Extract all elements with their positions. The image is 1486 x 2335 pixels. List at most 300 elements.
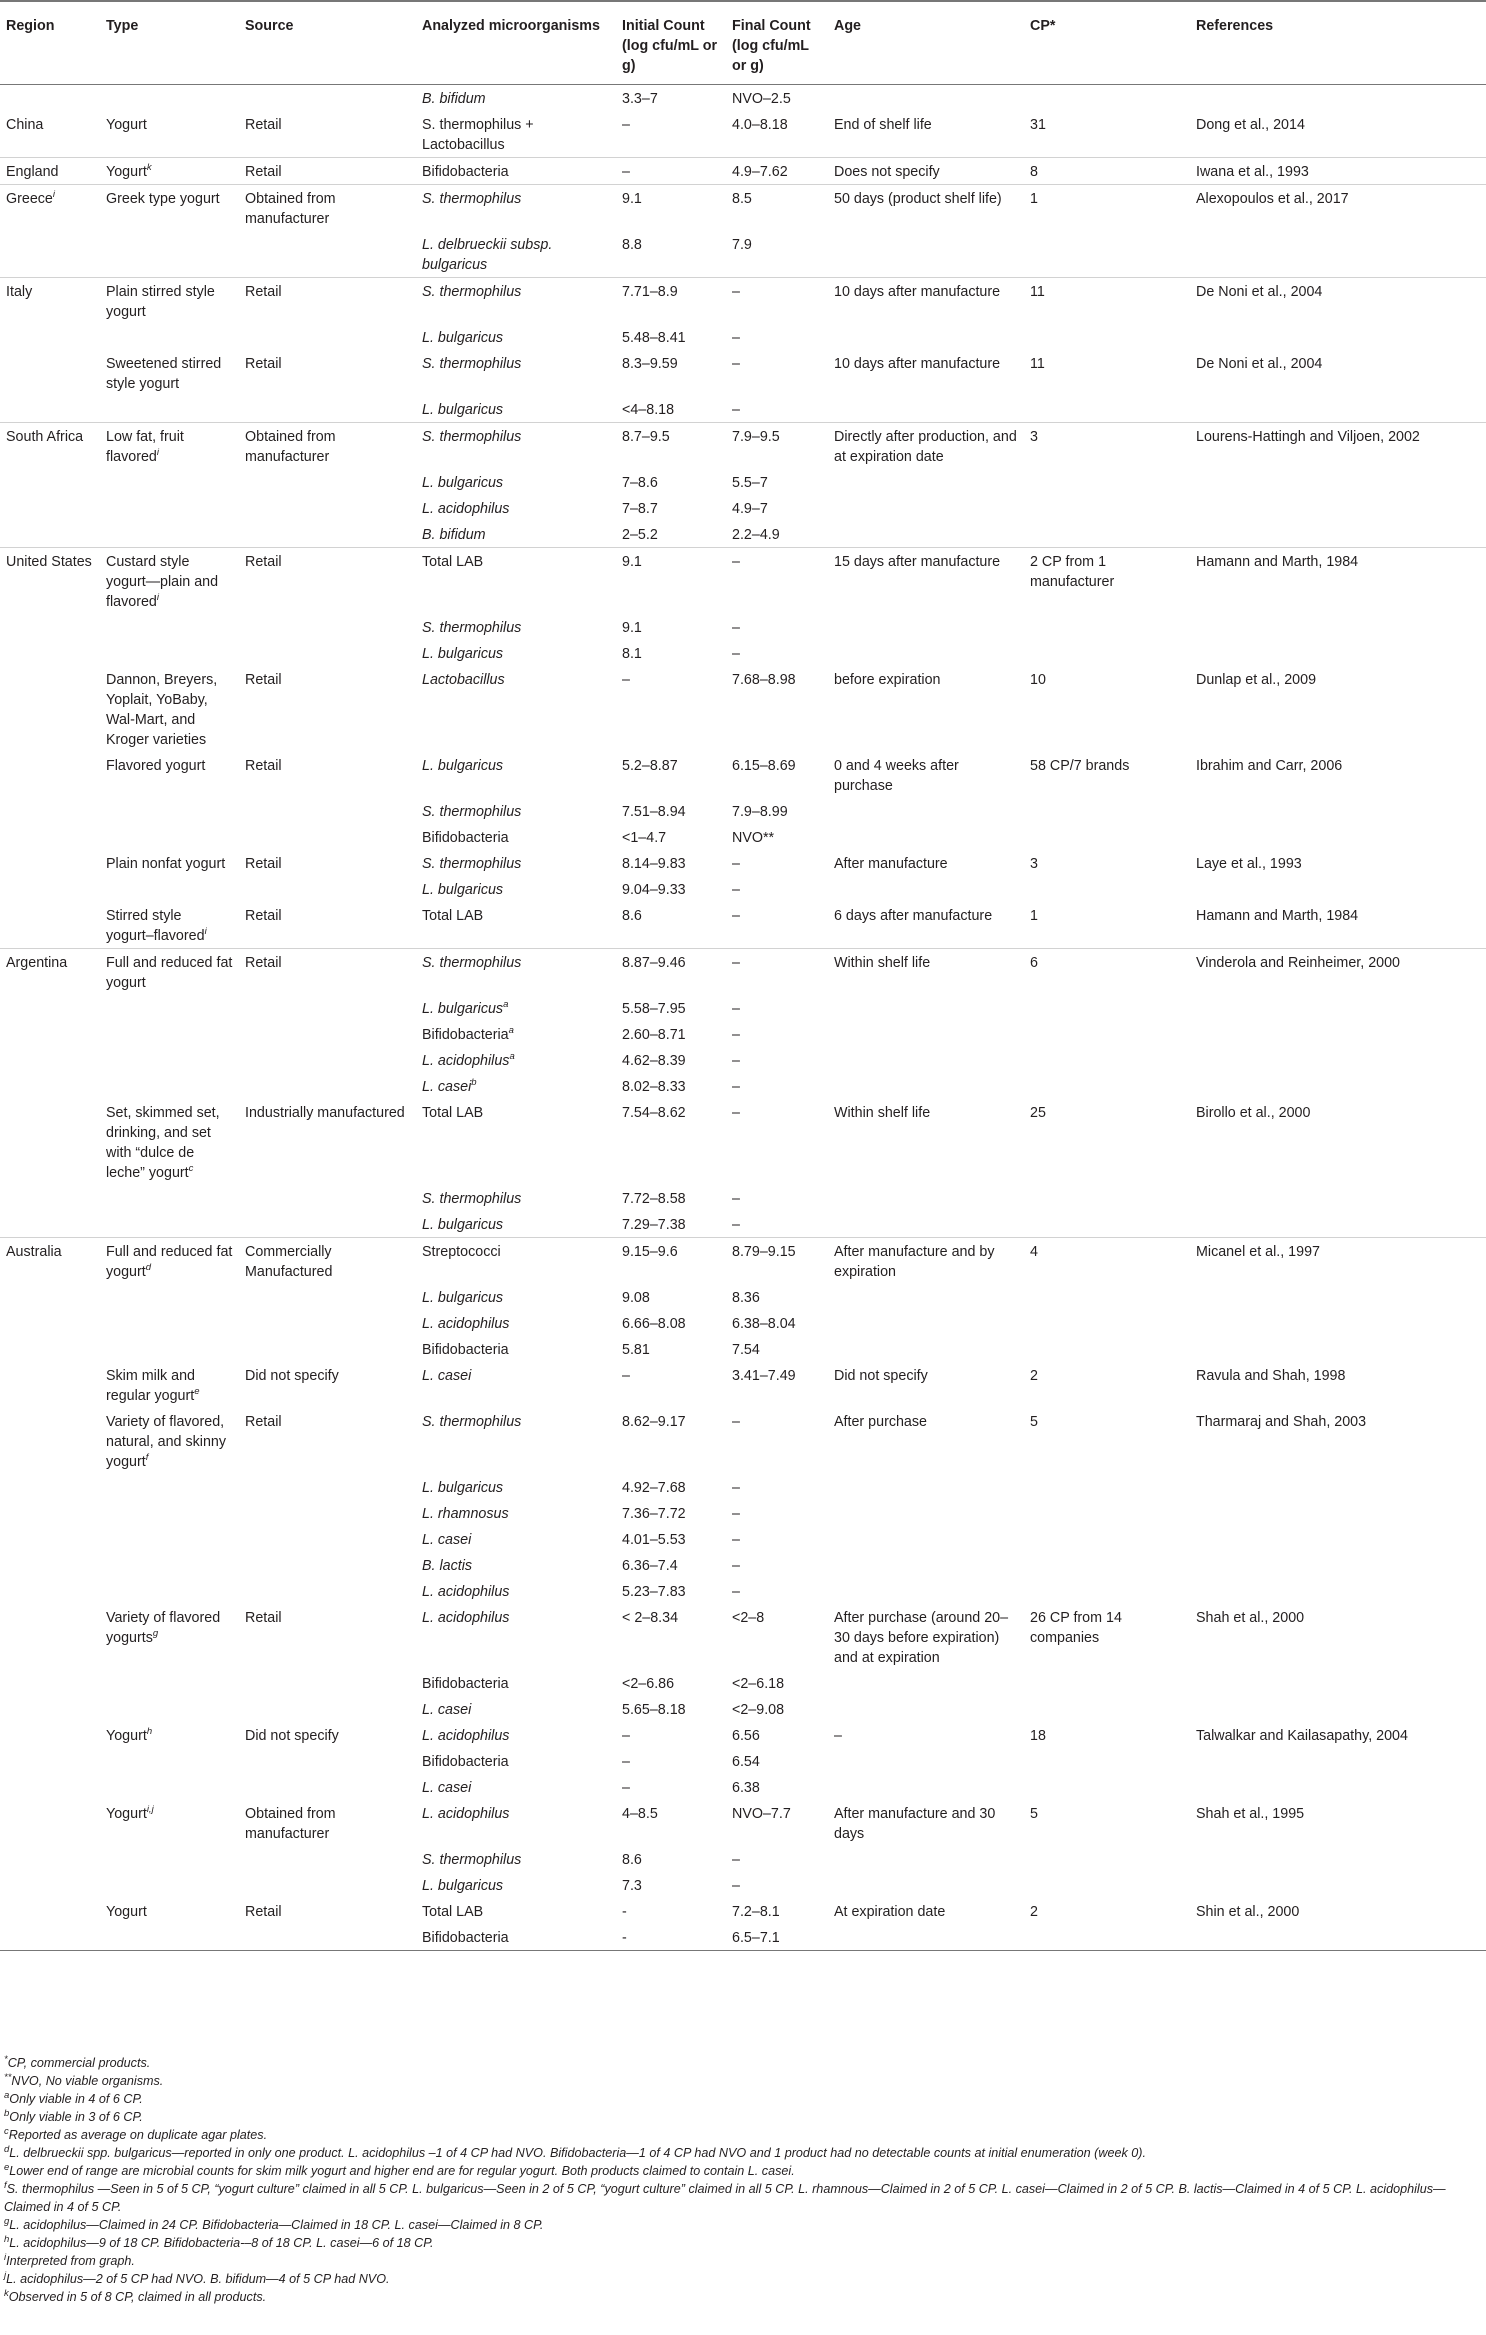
cell-age-text: At expiration date bbox=[834, 1904, 946, 1920]
cell-cp-text: 11 bbox=[1030, 356, 1045, 372]
header-source: Source bbox=[245, 18, 294, 34]
cell-type bbox=[100, 1748, 239, 1774]
table-row bbox=[0, 1872, 1486, 1898]
cell-age-text: 6 days after manufacture bbox=[834, 908, 993, 924]
cell-organism bbox=[416, 185, 616, 232]
cell-initial-count-text: 4.62–8.39 bbox=[622, 1053, 686, 1069]
cell-final-count-text: – bbox=[732, 1217, 740, 1233]
cell-age bbox=[828, 1774, 1024, 1800]
cell-cp bbox=[1024, 469, 1190, 495]
cell-initial-count bbox=[616, 1211, 726, 1238]
cell-organism bbox=[416, 396, 616, 423]
table-row bbox=[0, 111, 1486, 158]
cell-type-text: Yogurt bbox=[106, 1806, 147, 1822]
cell-region bbox=[0, 1500, 100, 1526]
cell-initial-count-text: 5.65–8.18 bbox=[622, 1702, 686, 1718]
cell-type-footnote-mark: d bbox=[145, 1262, 152, 1274]
cell-final-count bbox=[726, 1185, 828, 1211]
cell-age-text: End of shelf life bbox=[834, 117, 932, 133]
cell-age bbox=[828, 1284, 1024, 1310]
cell-organism bbox=[416, 1238, 616, 1285]
cell-organism bbox=[416, 1604, 616, 1670]
cell-age-text: Does not specify bbox=[834, 164, 940, 180]
cell-final-count bbox=[726, 1500, 828, 1526]
cell-type-text: Flavored yogurt bbox=[106, 758, 206, 774]
cell-organism-text: S. thermophilus bbox=[422, 620, 522, 636]
cell-final-count-text: – bbox=[732, 646, 740, 662]
cell-cp-text: 18 bbox=[1030, 1728, 1046, 1744]
cell-cp-text: 10 bbox=[1030, 672, 1046, 688]
cell-type bbox=[100, 798, 239, 824]
footnote-mark: ** bbox=[4, 2071, 12, 2083]
cell-reference bbox=[1190, 396, 1486, 423]
cell-region bbox=[0, 521, 100, 548]
cell-type-text: Sweetened stirred style yogurt bbox=[106, 356, 222, 392]
cell-organism bbox=[416, 902, 616, 949]
cell-organism-footnote-mark: a bbox=[509, 1051, 515, 1063]
cell-type-text: Yogurt bbox=[106, 1904, 147, 1920]
cell-initial-count bbox=[616, 1073, 726, 1099]
cell-final-count-text: 7.68–8.98 bbox=[732, 672, 796, 688]
cell-age-text: 15 days after manufacture bbox=[834, 554, 1001, 570]
cell-organism bbox=[416, 469, 616, 495]
cell-reference bbox=[1190, 1336, 1486, 1362]
cell-organism-text: L. acidophilus bbox=[422, 1316, 510, 1332]
cell-organism-text: L. casei bbox=[422, 1532, 472, 1548]
cell-type-text: Stirred style yogurt–flavored bbox=[106, 908, 205, 944]
cell-initial-count-text: – bbox=[622, 1728, 630, 1744]
cell-initial-count bbox=[616, 1604, 726, 1670]
cell-age bbox=[828, 324, 1024, 350]
cell-initial-count bbox=[616, 111, 726, 158]
cell-region-text: Argentina bbox=[6, 955, 68, 971]
cell-organism bbox=[416, 1284, 616, 1310]
cell-organism-text: B. lactis bbox=[422, 1558, 473, 1574]
cell-final-count-text: – bbox=[732, 1558, 740, 1574]
cell-organism-text: L. delbrueckii subsp. bulgaricus bbox=[422, 237, 553, 273]
cell-age-text: After purchase (around 20–30 days before expiration) and at expiration bbox=[834, 1610, 1009, 1666]
cell-organism-text: Bifidobacteria bbox=[422, 1342, 509, 1358]
cell-age bbox=[828, 396, 1024, 423]
table-row bbox=[0, 1800, 1486, 1846]
cell-initial-count bbox=[616, 1310, 726, 1336]
cell-type bbox=[100, 1021, 239, 1047]
cell-source bbox=[239, 1696, 416, 1722]
cell-cp bbox=[1024, 1526, 1190, 1552]
cell-region bbox=[0, 1898, 100, 1924]
cell-final-count-text: 4.9–7.62 bbox=[732, 164, 788, 180]
cell-initial-count-text: – bbox=[622, 117, 630, 133]
footnote-mark: e bbox=[4, 2161, 10, 2173]
cell-source bbox=[239, 1670, 416, 1696]
cell-cp bbox=[1024, 1748, 1190, 1774]
cell-organism-text: S. thermophilus + Lactobacillus bbox=[422, 117, 534, 153]
cell-type bbox=[100, 231, 239, 278]
footnote-text: S. thermophilus —Seen in 5 of 5 CP, “yogurt culture” claimed in all 5 CP. L. bulgaricus—Seen in 2 of 5 CP, “yogurt culture” claimed in all 5 CP. L. rhamnous—Claimed in 2 of 5 CP. L. casei—Claimed in 2 of 5 CP. B. lactis—Claimed in 4 of 5 CP. L. acidophilus—Claimed in 4 of 5 CP. bbox=[4, 2182, 1446, 2214]
cell-type-footnote-mark: i bbox=[156, 592, 159, 604]
cell-final-count-text: <2–9.08 bbox=[732, 1702, 785, 1718]
cell-type-text: Yogurt bbox=[106, 1728, 147, 1744]
cell-organism bbox=[416, 1500, 616, 1526]
cell-type-text: Plain stirred style yogurt bbox=[106, 284, 215, 320]
cell-initial-count-text: 7.29–7.38 bbox=[622, 1217, 686, 1233]
footnote-line bbox=[4, 2288, 1480, 2306]
cell-organism-text: L. bulgaricus bbox=[422, 1878, 504, 1894]
table-row bbox=[0, 640, 1486, 666]
cell-region bbox=[0, 1924, 100, 1951]
cell-type bbox=[100, 1696, 239, 1722]
cell-cp bbox=[1024, 111, 1190, 158]
cell-age bbox=[828, 1748, 1024, 1774]
cell-cp-text: 6 bbox=[1030, 955, 1038, 971]
footnote-mark: c bbox=[4, 2125, 9, 2137]
cell-organism-text: L. bulgaricus bbox=[422, 1480, 504, 1496]
cell-initial-count bbox=[616, 423, 726, 470]
cell-region-text: Australia bbox=[6, 1244, 62, 1260]
cell-final-count-text: – bbox=[732, 1532, 740, 1548]
cell-age bbox=[828, 640, 1024, 666]
cell-cp bbox=[1024, 995, 1190, 1021]
cell-cp-text: 3 bbox=[1030, 856, 1038, 872]
cell-type bbox=[100, 1047, 239, 1073]
cell-final-count bbox=[726, 798, 828, 824]
table-row bbox=[0, 1898, 1486, 1924]
cell-cp bbox=[1024, 876, 1190, 902]
cell-cp bbox=[1024, 1021, 1190, 1047]
cell-final-count-text: 3.41–7.49 bbox=[732, 1368, 796, 1384]
cell-age-text: Within shelf life bbox=[834, 1105, 931, 1121]
cell-source-text: Did not specify bbox=[245, 1728, 339, 1744]
cell-initial-count bbox=[616, 1578, 726, 1604]
cell-organism-text: L. acidophilus bbox=[422, 1728, 510, 1744]
cell-initial-count-text: 4.92–7.68 bbox=[622, 1480, 686, 1496]
cell-cp bbox=[1024, 1604, 1190, 1670]
cell-initial-count-text: 8.87–9.46 bbox=[622, 955, 686, 971]
cell-final-count-text: 7.9–9.5 bbox=[732, 429, 780, 445]
cell-type bbox=[100, 1310, 239, 1336]
cell-final-count-text: 7.9–8.99 bbox=[732, 804, 788, 820]
cell-age bbox=[828, 752, 1024, 798]
cell-reference bbox=[1190, 278, 1486, 325]
cell-source bbox=[239, 902, 416, 949]
cell-type bbox=[100, 1185, 239, 1211]
cell-initial-count-text: 8.6 bbox=[622, 908, 642, 924]
footnote-text: L. delbrueckii spp. bulgaricus—reported in only one product. L. acidophilus –1 of 4 CP had NVO. Bifidobacteria—1 of 4 CP had NVO and 1 product had no detectable counts at initial enumeration (week 0). bbox=[9, 2146, 1146, 2160]
cell-source bbox=[239, 1408, 416, 1474]
cell-final-count-text: 6.54 bbox=[732, 1754, 760, 1770]
footnote-text: Only viable in 3 of 6 CP. bbox=[9, 2110, 143, 2124]
cell-type bbox=[100, 1336, 239, 1362]
cell-region bbox=[0, 1604, 100, 1670]
cell-age bbox=[828, 1526, 1024, 1552]
cell-reference-text: Hamann and Marth, 1984 bbox=[1196, 554, 1359, 570]
table-row bbox=[0, 521, 1486, 548]
table-row bbox=[0, 396, 1486, 423]
cell-final-count bbox=[726, 1898, 828, 1924]
cell-region bbox=[0, 111, 100, 158]
cell-final-count-text: – bbox=[732, 908, 740, 924]
cell-age bbox=[828, 1846, 1024, 1872]
cell-cp-text: 26 CP from 14 companies bbox=[1030, 1610, 1122, 1646]
cell-final-count-text: 4.0–8.18 bbox=[732, 117, 788, 133]
cell-initial-count bbox=[616, 548, 726, 615]
cell-organism bbox=[416, 495, 616, 521]
cell-initial-count bbox=[616, 469, 726, 495]
cell-region bbox=[0, 1408, 100, 1474]
cell-region-text: China bbox=[6, 117, 44, 133]
cell-initial-count-text: 7–8.6 bbox=[622, 475, 658, 491]
cell-final-count bbox=[726, 1604, 828, 1670]
cell-initial-count bbox=[616, 1284, 726, 1310]
cell-final-count-text: – bbox=[732, 1053, 740, 1069]
cell-initial-count-text: 7.71–8.9 bbox=[622, 284, 678, 300]
cell-organism-text: L. bulgaricus bbox=[422, 758, 504, 774]
table-header-row bbox=[0, 1, 1486, 85]
cell-region bbox=[0, 1774, 100, 1800]
cell-type-text: Full and reduced fat yogurt bbox=[106, 1244, 233, 1280]
cell-organism bbox=[416, 1408, 616, 1474]
cell-type-footnote-mark: h bbox=[146, 1726, 153, 1738]
cell-age-text: 10 days after manufacture bbox=[834, 356, 1001, 372]
cell-initial-count-text: 4–8.5 bbox=[622, 1806, 658, 1822]
cell-region-text: Greece bbox=[6, 191, 53, 207]
cell-cp bbox=[1024, 1073, 1190, 1099]
cell-source-text: Obtained from manufacturer bbox=[245, 429, 336, 465]
cell-final-count bbox=[726, 640, 828, 666]
cell-age bbox=[828, 1474, 1024, 1500]
cell-cp bbox=[1024, 1099, 1190, 1185]
table-row bbox=[0, 1670, 1486, 1696]
footnote-text: L. acidophilus—9 of 18 CP. Bifidobacteria-–8 of 18 CP. L. casei—6 of 18 CP. bbox=[9, 2236, 434, 2250]
cell-organism-text: L. bulgaricus bbox=[422, 646, 504, 662]
table-row bbox=[0, 278, 1486, 325]
cell-type-text: Variety of flavored yogurts bbox=[106, 1610, 221, 1646]
cell-cp bbox=[1024, 902, 1190, 949]
cell-region bbox=[0, 1310, 100, 1336]
cell-final-count bbox=[726, 949, 828, 996]
cell-organism bbox=[416, 850, 616, 876]
cell-initial-count-text: <2–6.86 bbox=[622, 1676, 675, 1692]
cell-organism-text: S. thermophilus bbox=[422, 191, 522, 207]
cell-cp bbox=[1024, 1310, 1190, 1336]
cell-initial-count bbox=[616, 350, 726, 396]
cell-reference bbox=[1190, 324, 1486, 350]
cell-reference bbox=[1190, 666, 1486, 752]
cell-reference-text: Vinderola and Reinheimer, 2000 bbox=[1196, 955, 1401, 971]
cell-initial-count bbox=[616, 495, 726, 521]
table-row bbox=[0, 350, 1486, 396]
cell-initial-count-text: 6.66–8.08 bbox=[622, 1316, 686, 1332]
cell-initial-count-text: 3.3–7 bbox=[622, 91, 658, 107]
cell-age bbox=[828, 1310, 1024, 1336]
cell-region-footnote-mark: i bbox=[52, 189, 56, 201]
cell-source-text: Retail bbox=[245, 1414, 282, 1430]
cell-type bbox=[100, 158, 239, 185]
cell-reference-text: Ravula and Shah, 1998 bbox=[1196, 1368, 1346, 1384]
cell-age-text: After purchase bbox=[834, 1414, 927, 1430]
cell-cp bbox=[1024, 666, 1190, 752]
cell-final-count bbox=[726, 350, 828, 396]
cell-organism-text: L. acidophilus bbox=[422, 501, 510, 517]
cell-type bbox=[100, 752, 239, 798]
cell-initial-count-text: 7.36–7.72 bbox=[622, 1506, 686, 1522]
table-row bbox=[0, 158, 1486, 185]
cell-organism bbox=[416, 324, 616, 350]
cell-final-count bbox=[726, 278, 828, 325]
cell-initial-count-text: 7–8.7 bbox=[622, 501, 658, 517]
cell-organism-text: S. thermophilus bbox=[422, 955, 522, 971]
cell-initial-count bbox=[616, 1021, 726, 1047]
cell-reference bbox=[1190, 85, 1486, 112]
cell-final-count-text: NVO** bbox=[732, 830, 775, 846]
cell-organism bbox=[416, 824, 616, 850]
cell-type bbox=[100, 111, 239, 158]
cell-organism-text: Lactobacillus bbox=[422, 672, 505, 688]
cell-reference bbox=[1190, 1047, 1486, 1073]
cell-age bbox=[828, 1898, 1024, 1924]
cell-region bbox=[0, 1722, 100, 1748]
cell-final-count bbox=[726, 752, 828, 798]
cell-cp bbox=[1024, 1898, 1190, 1924]
cell-type bbox=[100, 995, 239, 1021]
cell-age bbox=[828, 278, 1024, 325]
cell-type bbox=[100, 1800, 239, 1846]
table-row bbox=[0, 1696, 1486, 1722]
cell-type-footnote-mark: i,j bbox=[146, 1804, 154, 1816]
cell-reference bbox=[1190, 1604, 1486, 1670]
cell-reference-text: Alexopoulos et al., 2017 bbox=[1196, 191, 1349, 207]
table-row bbox=[0, 1185, 1486, 1211]
cell-source bbox=[239, 278, 416, 325]
cell-organism bbox=[416, 1474, 616, 1500]
cell-region-text: England bbox=[6, 164, 59, 180]
header-region: Region bbox=[6, 18, 55, 34]
cell-initial-count-text: 5.23–7.83 bbox=[622, 1584, 686, 1600]
cell-reference bbox=[1190, 1185, 1486, 1211]
cell-reference-text: Lourens-Hattingh and Viljoen, 2002 bbox=[1196, 429, 1420, 445]
cell-cp-text: 58 CP/7 brands bbox=[1030, 758, 1130, 774]
footnote-line bbox=[4, 2216, 1480, 2234]
cell-cp bbox=[1024, 1872, 1190, 1898]
cell-type bbox=[100, 949, 239, 996]
cell-organism bbox=[416, 278, 616, 325]
cell-cp bbox=[1024, 1047, 1190, 1073]
cell-organism bbox=[416, 111, 616, 158]
cell-final-count bbox=[726, 1474, 828, 1500]
cell-initial-count-text: <1–4.7 bbox=[622, 830, 667, 846]
cell-type bbox=[100, 1578, 239, 1604]
cell-final-count bbox=[726, 231, 828, 278]
cell-cp bbox=[1024, 495, 1190, 521]
cell-organism-text: L. acidophilus bbox=[422, 1584, 510, 1600]
cell-final-count-text: – bbox=[732, 1852, 740, 1868]
cell-initial-count-text: 8.02–8.33 bbox=[622, 1079, 686, 1095]
cell-final-count bbox=[726, 85, 828, 112]
cell-cp bbox=[1024, 396, 1190, 423]
cell-final-count bbox=[726, 1211, 828, 1238]
cell-age bbox=[828, 548, 1024, 615]
cell-organism bbox=[416, 752, 616, 798]
cell-final-count bbox=[726, 324, 828, 350]
cell-initial-count-text: 4.01–5.53 bbox=[622, 1532, 686, 1548]
cell-initial-count bbox=[616, 1846, 726, 1872]
cell-source bbox=[239, 876, 416, 902]
cell-initial-count-text: <4–8.18 bbox=[622, 402, 675, 418]
cell-reference bbox=[1190, 1073, 1486, 1099]
cell-cp bbox=[1024, 640, 1190, 666]
cell-initial-count-text: < 2–8.34 bbox=[622, 1610, 679, 1626]
cell-cp-text: 2 bbox=[1030, 1904, 1038, 1920]
cell-type-text: Full and reduced fat yogurt bbox=[106, 955, 233, 991]
cell-final-count bbox=[726, 495, 828, 521]
header-cp: CP* bbox=[1030, 18, 1056, 34]
cell-source-text: Retail bbox=[245, 672, 282, 688]
cell-source bbox=[239, 423, 416, 470]
cell-source bbox=[239, 495, 416, 521]
cell-type-footnote-mark: i bbox=[204, 926, 207, 938]
cell-cp bbox=[1024, 548, 1190, 615]
cell-final-count-text: – bbox=[732, 882, 740, 898]
cell-final-count bbox=[726, 1526, 828, 1552]
cell-reference bbox=[1190, 1696, 1486, 1722]
cell-region bbox=[0, 423, 100, 470]
cell-organism bbox=[416, 1047, 616, 1073]
cell-age bbox=[828, 1336, 1024, 1362]
cell-final-count-text: – bbox=[732, 1079, 740, 1095]
cell-initial-count bbox=[616, 824, 726, 850]
cell-source-text: Retail bbox=[245, 1610, 282, 1626]
cell-region bbox=[0, 1578, 100, 1604]
cell-age bbox=[828, 1800, 1024, 1846]
table-row bbox=[0, 324, 1486, 350]
cell-type bbox=[100, 1774, 239, 1800]
cell-organism bbox=[416, 1748, 616, 1774]
cell-initial-count bbox=[616, 1099, 726, 1185]
cell-age bbox=[828, 1021, 1024, 1047]
cell-organism bbox=[416, 640, 616, 666]
cell-source bbox=[239, 396, 416, 423]
cell-reference bbox=[1190, 995, 1486, 1021]
header-analyzed-microorganisms: Analyzed microorganisms bbox=[422, 18, 600, 34]
cell-reference bbox=[1190, 1310, 1486, 1336]
cell-organism-text: S. thermophilus bbox=[422, 856, 522, 872]
cell-final-count bbox=[726, 1846, 828, 1872]
footnote-line bbox=[4, 2108, 1480, 2126]
footnote-mark: d bbox=[4, 2143, 10, 2155]
cell-region bbox=[0, 1021, 100, 1047]
table-row bbox=[0, 752, 1486, 798]
cell-reference bbox=[1190, 1500, 1486, 1526]
cell-initial-count bbox=[616, 1748, 726, 1774]
cell-region bbox=[0, 1800, 100, 1846]
cell-age-text: 0 and 4 weeks after purchase bbox=[834, 758, 959, 794]
cell-organism-text: B. bifidum bbox=[422, 527, 486, 543]
cell-source bbox=[239, 1474, 416, 1500]
cell-cp bbox=[1024, 1500, 1190, 1526]
cell-source bbox=[239, 614, 416, 640]
cell-region bbox=[0, 614, 100, 640]
cell-organism bbox=[416, 1099, 616, 1185]
cell-region bbox=[0, 1748, 100, 1774]
cell-initial-count-text: 2.60–8.71 bbox=[622, 1027, 686, 1043]
cell-final-count-text: – bbox=[732, 1480, 740, 1496]
cell-cp bbox=[1024, 1696, 1190, 1722]
cell-initial-count bbox=[616, 1774, 726, 1800]
cell-initial-count bbox=[616, 995, 726, 1021]
cell-initial-count-text: 5.58–7.95 bbox=[622, 1001, 686, 1017]
cell-type-text: Low fat, fruit flavored bbox=[106, 429, 184, 465]
cell-type bbox=[100, 1526, 239, 1552]
